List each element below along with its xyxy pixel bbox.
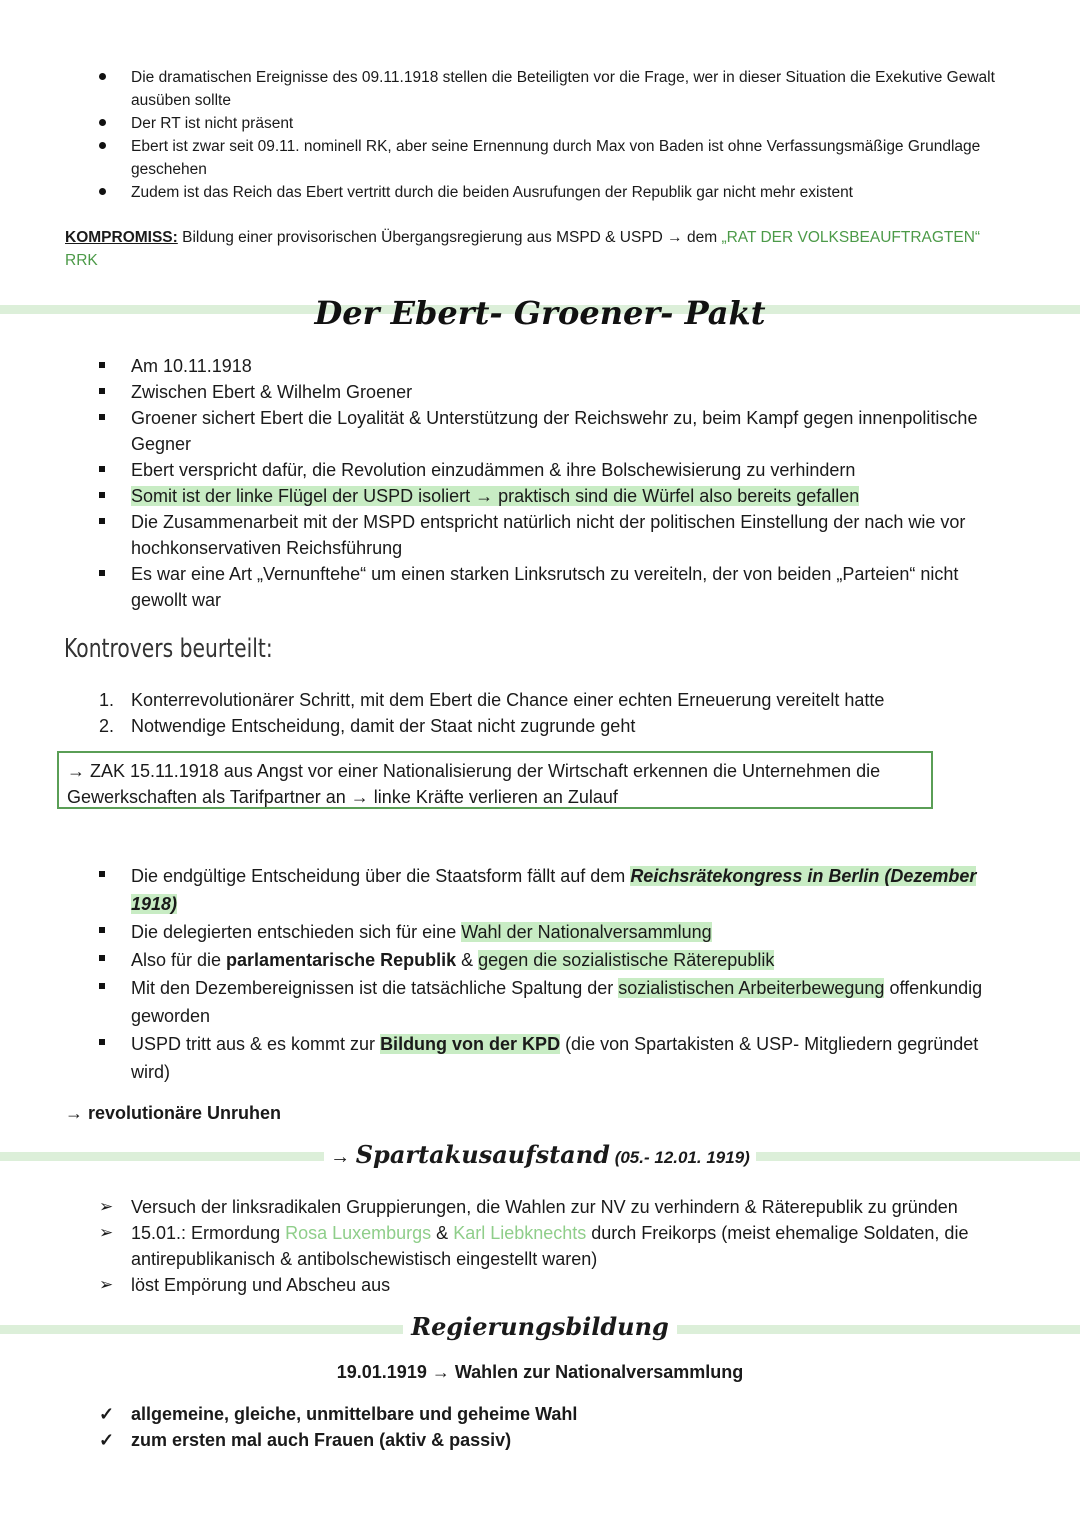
kontrovers-list <box>99 687 1011 739</box>
bullet-square-icon <box>99 871 105 877</box>
check-icon: ✓ <box>99 1404 115 1424</box>
bullet-square-icon <box>99 362 105 368</box>
intro-section <box>131 66 1011 204</box>
bullet-square-icon <box>99 388 105 394</box>
list-item: Also für die parlamentarische Republik & gegen die sozialistische Räterepublik <box>131 946 1006 974</box>
intro-list <box>131 66 1011 204</box>
bullet-square-icon <box>99 466 105 472</box>
zak-box: → ZAK 15.11.1918 aus Angst vor einer Nationalisierung der Wirtschaft erkennen die Unternehmen die Gewerkschaften als Tarifpartner an → linke Kräfte verlieren an Zulauf <box>57 751 933 809</box>
list-item: ➢ 15.01.: Ermordung Rosa Luxemburgs & Karl Liebknechts durch Freikorps (meist ehemalige Soldaten, die antirepublikanisch & antibolschewistisch eingestellt waren) <box>131 1220 1006 1272</box>
bullet-square-icon <box>99 927 105 933</box>
regierung-title: Regierungsbildung <box>403 1312 677 1341</box>
list-item: Groener sichert Ebert die Loyalität & Unterstützung der Reichswehr zu, beim Kampf gegen innenpolitische Gegner <box>131 405 1011 457</box>
arrow-bullet-icon: ➢ <box>99 1223 114 1242</box>
bullet-square-icon <box>99 492 105 498</box>
spartakus-section <box>99 1194 1006 1298</box>
list-item: Mit den Dezembereignissen ist die tatsächliche Spaltung der sozialistischen Arbeiterbewegung offenkundig geworden <box>131 974 1006 1030</box>
unruhen-line: → revolutionäre Unruhen <box>65 1103 282 1123</box>
list-item: Somit ist der linke Flügel der USPD isoliert → praktisch sind die Würfel also bereits gefallen <box>131 483 1011 509</box>
list-item: Zudem ist das Reich das Ebert vertritt durch die beiden Ausrufungen der Republik gar nicht mehr existent <box>131 181 1011 204</box>
kompromiss-paragraph: KOMPROMISS: Bildung einer provisorischen Übergangsregierung aus MSPD & USPD → dem „RAT DER VOLKSBEAUFTRAGTEN“ RRK <box>65 229 981 269</box>
bullet-dot-icon <box>99 142 106 149</box>
kontrovers-heading: Kontrovers beurteilt: <box>64 634 273 664</box>
bullet-square-icon <box>99 983 105 989</box>
list-item: ✓ allgemeine, gleiche, unmittelbare und geheime Wahl <box>131 1401 1006 1427</box>
arrow-bullet-icon: ➢ <box>99 1197 114 1216</box>
spartakus-title: Spartakusaufstand <box>355 1140 610 1169</box>
list-item: Die endgültige Entscheidung über die Staatsform fällt auf dem Reichsrätekongress in Berlin (Dezember 1918) <box>131 862 1006 918</box>
list-item: 1. Konterrevolutionärer Schritt, mit dem Ebert die Chance einer echten Erneuerung vereitelt hatte <box>99 690 885 710</box>
list-item: Der RT ist nicht präsent <box>131 112 1011 135</box>
arrow-bullet-icon: ➢ <box>99 1275 114 1294</box>
list-item: Zwischen Ebert & Wilhelm Groener <box>131 379 1011 405</box>
pakt-section <box>131 353 1011 613</box>
list-item: Ebert ist zwar seit 09.11. nominell RK, aber seine Ernennung durch Max von Baden ist ohne Verfassungsmäßige Grundlage geschehen <box>131 135 1011 181</box>
list-item: 2. Notwendige Entscheidung, damit der Staat nicht zugrunde geht <box>99 716 636 736</box>
kompromiss-label: KOMPROMISS: <box>65 229 178 246</box>
list-item: Es war eine Art „Vernunftehe“ um einen starken Linksrutsch zu vereiteln, der von beiden „Parteien“ nicht gewollt war <box>131 561 1011 613</box>
bullet-square-icon <box>99 414 105 420</box>
regierung-date-line: 19.01.1919 → Wahlen zur Nationalversammlung <box>336 1362 744 1382</box>
list-item: Die Zusammenarbeit mit der MSPD entspricht natürlich nicht der politischen Einstellung der nach wie vor hochkonservativen Reichsführung <box>131 509 1011 561</box>
pakt-title: Der Ebert- Groener- Pakt <box>314 294 766 332</box>
list-item: Die dramatischen Ereignisse des 09.11.1918 stellen die Beteiligten vor die Frage, wer in dieser Situation die Exekutive Gewalt ausüben sollte <box>131 66 1011 112</box>
bullet-dot-icon <box>99 188 106 195</box>
regierung-checks <box>99 1401 1006 1453</box>
bullet-square-icon <box>99 570 105 576</box>
regierung-header <box>0 1312 1080 1341</box>
bullet-dot-icon <box>99 73 106 80</box>
kongress-section <box>131 862 1006 1086</box>
list-item: Ebert verspricht dafür, die Revolution einzudämmen & ihre Bolschewisierung zu verhindern <box>131 457 1011 483</box>
kompromiss-abbr: RRK <box>65 252 98 269</box>
list-item: Am 10.11.1918 <box>131 353 1011 379</box>
bullet-dot-icon <box>99 119 106 126</box>
spartakus-header: → Spartakusaufstand (05.- 12.01. 1919) <box>0 1140 1080 1169</box>
list-item: ✓ zum ersten mal auch Frauen (aktiv & passiv) <box>131 1427 1006 1453</box>
list-item: USPD tritt aus & es kommt zur Bildung von der KPD (die von Spartakisten & USP- Mitgliedern gegründet wird) <box>131 1030 1006 1086</box>
pakt-list <box>131 353 1011 613</box>
bullet-square-icon <box>99 518 105 524</box>
check-icon: ✓ <box>99 1430 115 1450</box>
list-item: Die delegierten entschieden sich für eine Wahl der Nationalversammlung <box>131 918 1006 946</box>
list-item: ➢ Versuch der linksradikalen Gruppierungen, die Wahlen zur NV zu verhindern & Räterepublik zu gründen <box>131 1194 1006 1220</box>
list-item: ➢ löst Empörung und Abscheu aus <box>131 1272 1006 1298</box>
rat-der-volksbeauftragten: „RAT DER VOLKSBEAUFTRAGTEN“ <box>721 229 981 246</box>
bullet-square-icon <box>99 955 105 961</box>
bullet-square-icon <box>99 1039 105 1045</box>
